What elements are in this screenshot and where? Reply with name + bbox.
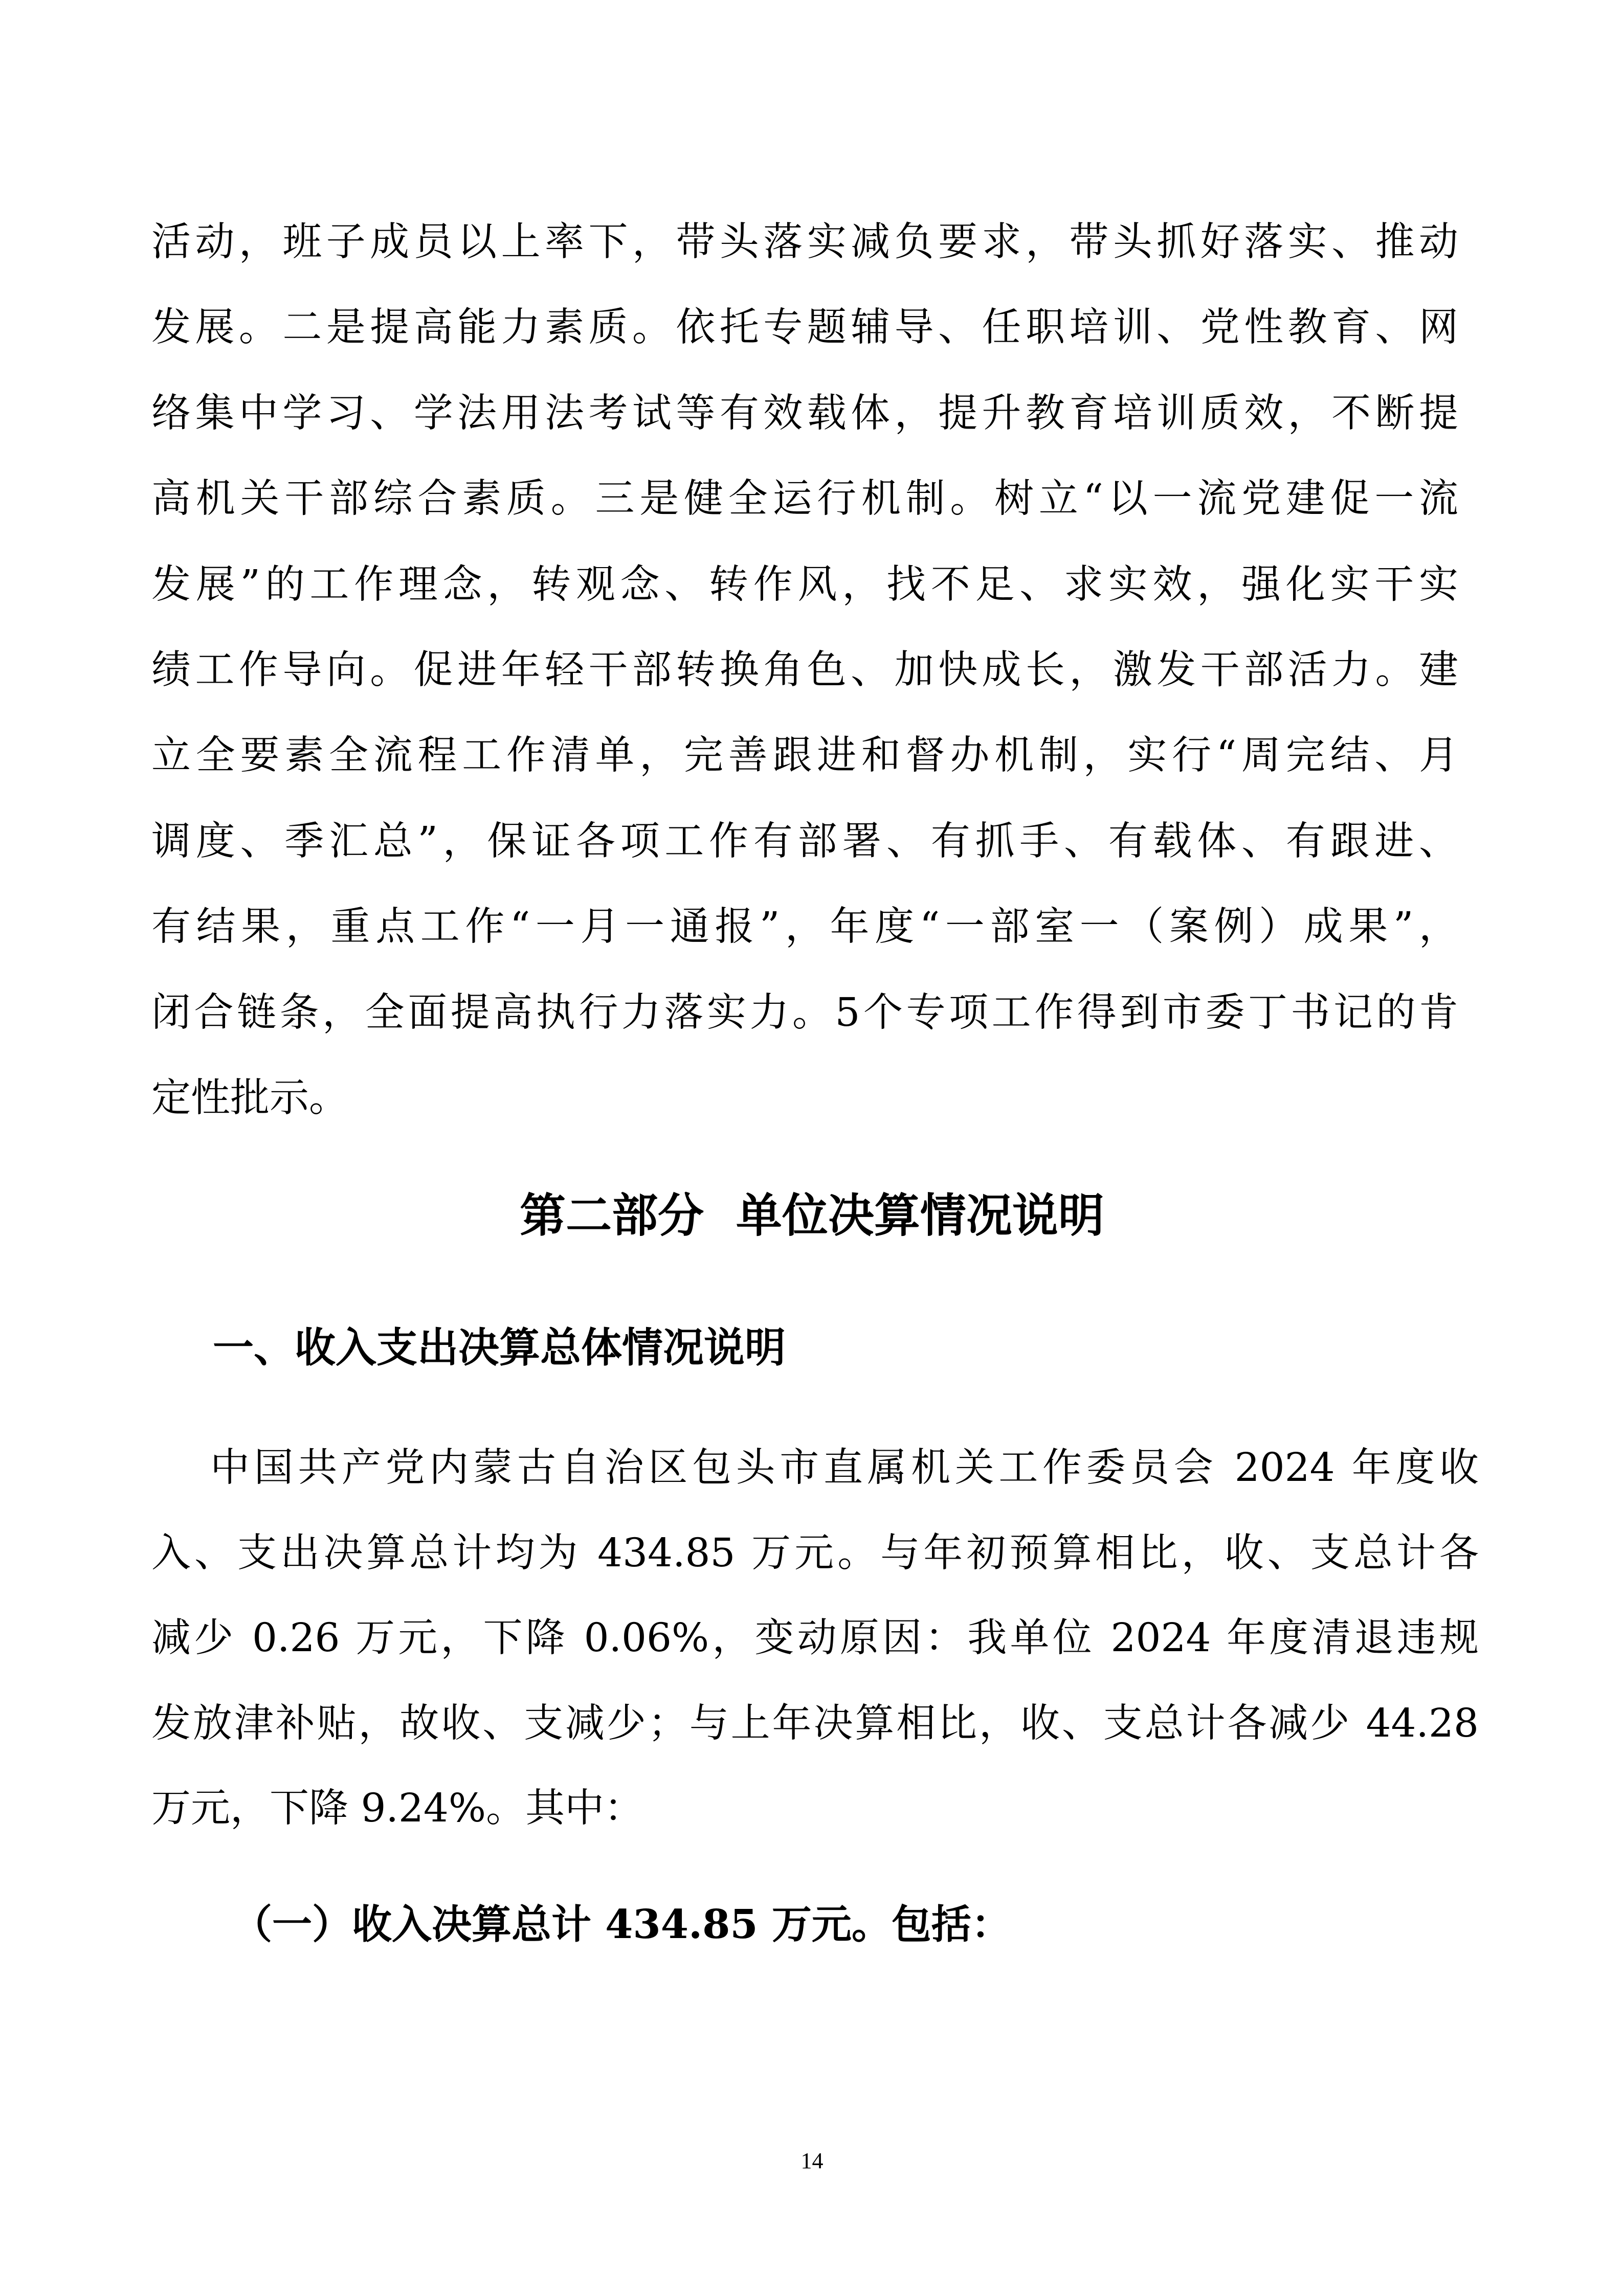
paragraph-line: 高机关干部综合素质。三是健全运行机制。树立“以一流党建促一流 [151,476,1458,522]
subheading-income-total: （一）收入决算总计 434.85 万元。包括： [232,1901,1011,1948]
subheading-income-expense-overview: 一、收入支出决算总体情况说明 [213,1324,786,1371]
page-number: 14 [800,2148,824,2173]
paragraph-line: 发放津补贴，故收、支减少；与上年决算相比，收、支总计各减少 44.28 [151,1700,1479,1746]
paragraph-line: 发展。二是提高能力素质。依托专题辅导、任职培训、党性教育、网 [151,305,1458,351]
paragraph-summary [151,1426,1479,1852]
paragraph-line: 有结果，重点工作“一月一通报”，年度“一部室一（案例）成果”， [151,904,1458,950]
section-heading: 第二部分 单位决算情况说明 [520,1188,1104,1243]
paragraph-line: 绩工作导向。促进年轻干部转换角色、加快成长，激发干部活力。建 [151,647,1458,693]
paragraph-line: 发展”的工作理念，转观念、转作风，找不足、求实效，强化实干实 [151,561,1458,607]
paragraph-line: 定性批示。 [151,1075,348,1121]
paragraph-line: 中国共产党内蒙古自治区包头市直属机关工作委员会 2024 年度收 [210,1445,1479,1491]
paragraph-line: 减少 0.26 万元，下降 0.06%，变动原因：我单位 2024 年度清退违规 [151,1615,1479,1661]
paragraph-line: 络集中学习、学法用法考试等有效载体，提升教育培训质效，不断提 [151,390,1458,436]
paragraph-line: 立全要素全流程工作清单，完善跟进和督办机制，实行“周完结、月 [151,733,1458,779]
paragraph-continued [151,199,1458,1141]
paragraph-line: 入、支出决算总计均为 434.85 万元。与年初预算相比，收、支总计各 [151,1530,1479,1576]
paragraph-line: 活动，班子成员以上率下，带头落实减负要求，带头抓好落实、推动 [151,219,1458,265]
paragraph-line: 万元，下降 9.24%。其中： [151,1786,644,1831]
paragraph-line: 闭合链条，全面提高执行力落实力。5个专项工作得到市委丁书记的肯 [151,989,1458,1036]
paragraph-line: 调度、季汇总”，保证各项工作有部署、有抓手、有载体、有跟进、 [151,818,1458,864]
